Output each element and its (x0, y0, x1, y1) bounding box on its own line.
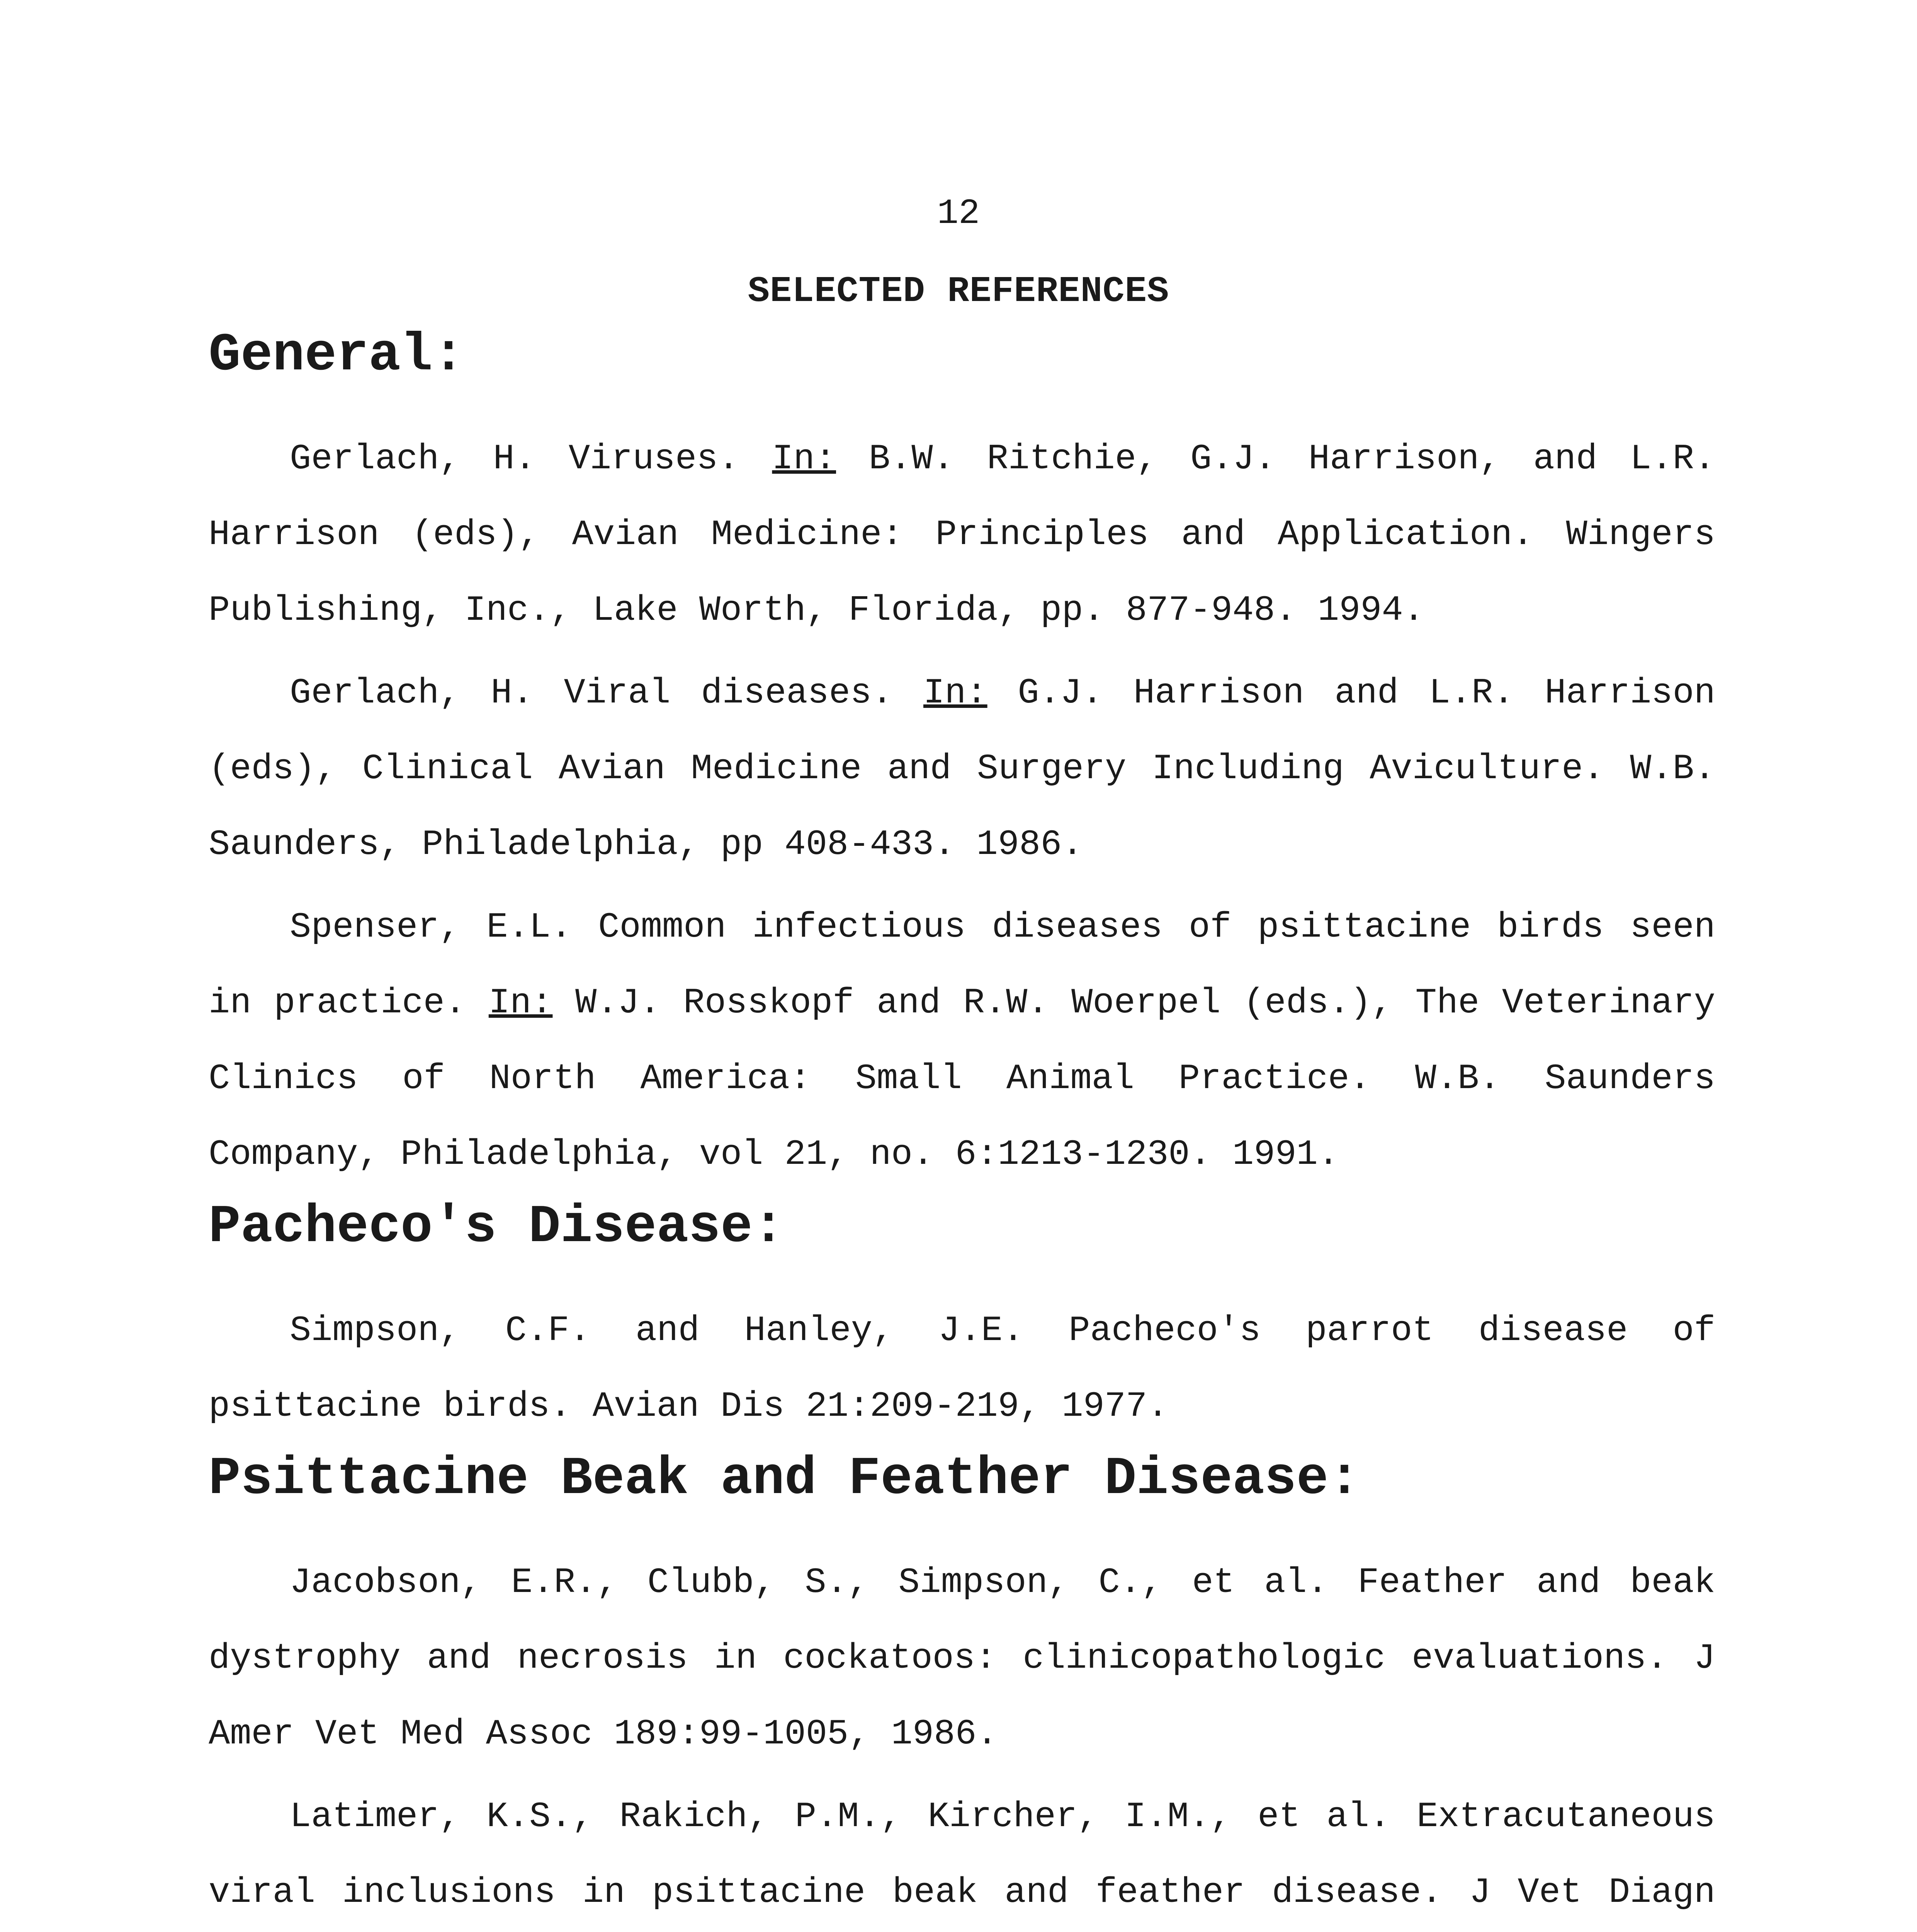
reference-text: B.W. Ritchie, G.J. Harrison, and L.R. Harrison (eds), Avian Medicine: Principles and Application. Wingers Publishing, Inc., Lake Worth, Florida, pp. 877-948. 1994. (209, 439, 1715, 631)
reference-text: Simpson, C.F. and Hanley, J.E. Pacheco's parrot disease of psittacine birds. Avian Dis 21:209-219, 1977. (209, 1310, 1715, 1427)
reference-text: Gerlach, H. Viral diseases. (290, 673, 923, 713)
reference-item (209, 1293, 1715, 1444)
section-heading-pachecos-disease: Pacheco's Disease: (209, 1197, 785, 1257)
section-heading-general: General: (209, 325, 465, 386)
in-label: In: (923, 673, 987, 713)
reference-item (209, 655, 1715, 883)
reference-text: G.J. Harrison and L.R. Harrison (eds), Clinical Avian Medicine and Surgery Including Aviculture. W.B. Saunders, Philadelphia, pp 408-433. 1986. (209, 673, 1716, 865)
in-label: In: (488, 983, 553, 1023)
section-heading-psittacine-beak-and-feather-disease: Psittacine Beak and Feather Disease: (209, 1449, 1361, 1509)
page-number: 12 (937, 193, 980, 234)
reference-item (209, 889, 1715, 1192)
document-title: SELECTED REFERENCES (748, 271, 1169, 312)
reference-text: W.J. Rosskopf and R.W. Woerpel (eds.), The Veterinary Clinics of North America: Small Animal Practice. W.B. Saunders Company, Philadelphia, vol 21, no. 6:1213-1230. 1991. (209, 983, 1715, 1175)
reference-text: Spenser, E.L. Common infectious diseases of psittacine birds seen in practice. (209, 907, 1715, 1023)
references-content (209, 325, 1716, 1932)
reference-text: Latimer, K.S., Rakich, P.M., Kircher, I.M., et al. Extracutaneous viral inclusions in psittacine beak and feather disease. J Vet Diagn (209, 1796, 1715, 1913)
reference-item (209, 1779, 1715, 1932)
in-label: In: (772, 439, 836, 479)
reference-item (209, 1545, 1715, 1772)
reference-text: Jacobson, E.R., Clubb, S., Simpson, C., et al. Feather and beak dystrophy and necrosis in cockatoos: clinicopathologic evaluations. J Amer Vet Med Assoc 189:99-1005, 1986. (209, 1562, 1715, 1754)
reference-item (209, 421, 1715, 648)
reference-text: Gerlach, H. Viruses. (290, 439, 772, 479)
